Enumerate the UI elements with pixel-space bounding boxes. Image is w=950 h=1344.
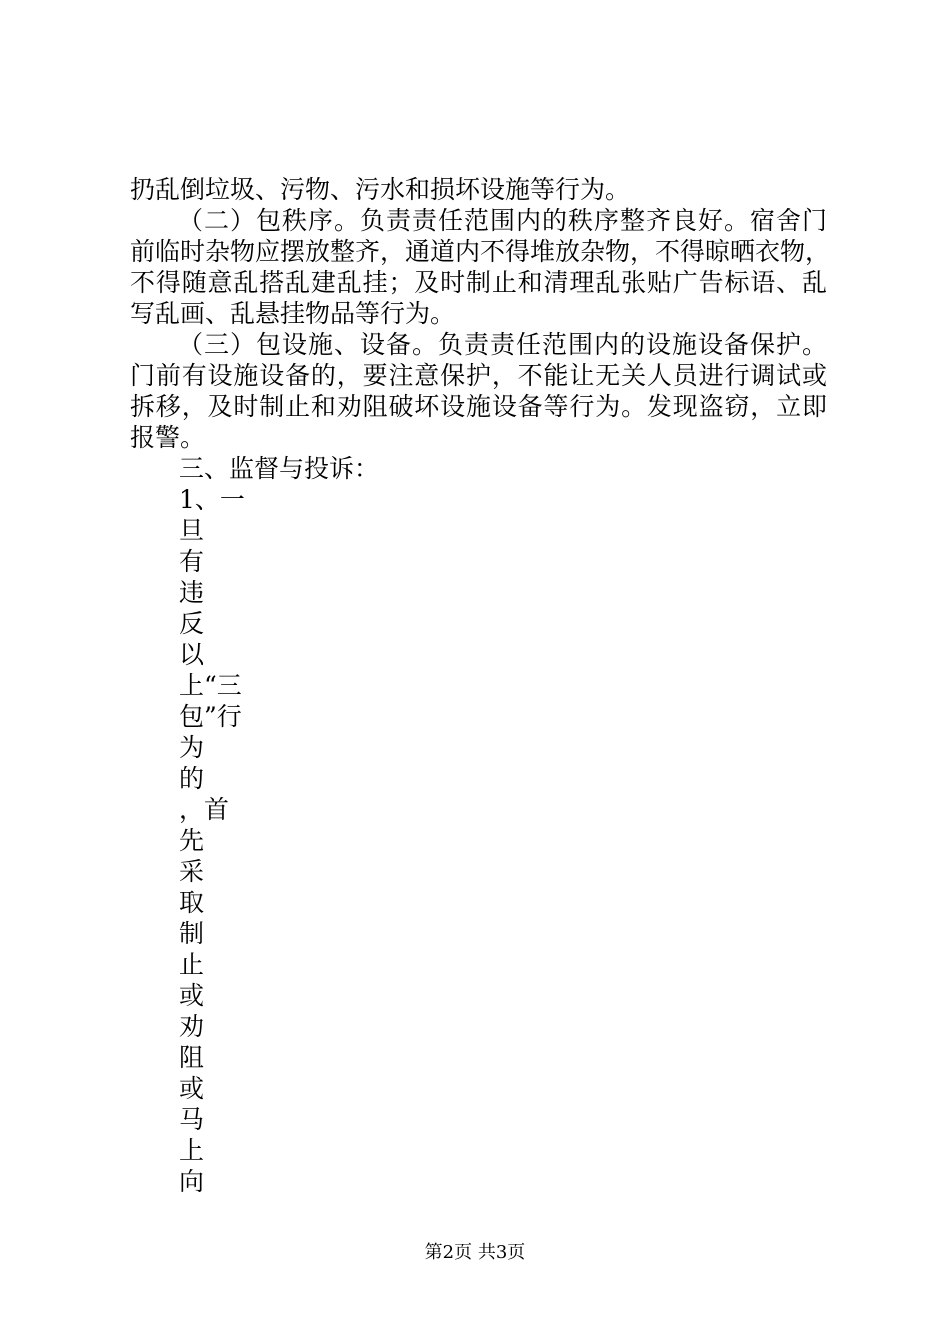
page-footer: 第2页 共3页	[424, 1242, 526, 1263]
narrow-column-line: 的	[179, 764, 205, 793]
narrow-column-line: 为	[179, 733, 205, 762]
narrow-column-line: 劝	[179, 1012, 205, 1041]
paragraph-line: （三）包设施、设备。负责责任范围内的设施设备保护。	[178, 330, 827, 359]
paragraph-line: 前临时杂物应摆放整齐，通道内不得堆放杂物，不得晾晒衣物，	[130, 237, 831, 266]
narrow-column-line: 止	[179, 950, 205, 979]
narrow-column-line: 包”行	[179, 702, 242, 731]
narrow-column-line: ，首	[179, 795, 230, 824]
paragraph-line: （二）包秩序。负责责任范围内的秩序整齐良好。宿舍门	[178, 206, 827, 235]
narrow-column-line: 或	[179, 1074, 205, 1103]
narrow-column-line: 旦	[179, 516, 205, 545]
paragraph-line: 写乱画、乱悬挂物品等行为。	[130, 299, 456, 328]
narrow-column-line: 以	[179, 640, 205, 669]
narrow-column-line: 上“三	[179, 671, 242, 700]
narrow-column-line: 先	[179, 826, 205, 855]
paragraph-line: 拆移，及时制止和劝阻破坏设施设备等行为。发现盗窃，立即	[130, 392, 827, 421]
narrow-column-line: 向	[179, 1167, 205, 1196]
paragraph-line: 不得随意乱搭乱建乱挂；及时制止和清理乱张贴广告标语、乱	[130, 268, 827, 297]
section-heading: 三、监督与投诉：	[179, 454, 380, 483]
narrow-column-line: 反	[179, 609, 205, 638]
narrow-column-line: 有	[179, 547, 205, 576]
narrow-column-line: 违	[179, 578, 205, 607]
narrow-column-line: 阻	[179, 1043, 205, 1072]
narrow-column-line: 取	[179, 888, 205, 917]
narrow-column-line: 马	[179, 1105, 205, 1134]
paragraph-line: 门前有设施设备的，要注意保护，不能让无关人员进行调试或	[130, 361, 827, 390]
narrow-column-line: 制	[179, 919, 205, 948]
narrow-column-line: 或	[179, 981, 205, 1010]
narrow-column-line: 采	[179, 857, 205, 886]
narrow-column-line: 上	[179, 1136, 205, 1165]
paragraph-line: 扔乱倒垃圾、污物、污水和损坏设施等行为。	[130, 175, 631, 204]
paragraph-line: 报警。	[130, 423, 206, 452]
narrow-column-line: 1、一	[179, 485, 245, 514]
